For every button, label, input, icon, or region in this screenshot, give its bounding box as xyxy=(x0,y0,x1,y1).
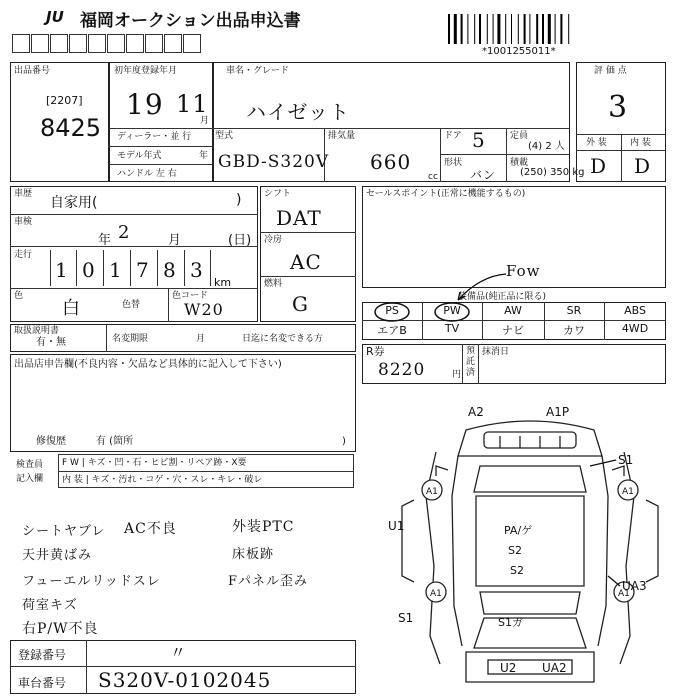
displacement-label: 排気量 xyxy=(328,131,356,141)
header-logo: JU xyxy=(46,8,64,26)
barcode-bar xyxy=(505,14,506,44)
ac-label: 冷房 xyxy=(264,235,283,245)
form-title: 福岡オークション出品申込書 xyxy=(80,11,301,31)
barcode-bar xyxy=(529,14,530,44)
note-seat: シートヤブレ xyxy=(22,524,106,539)
inspection-year-unit: 年 xyxy=(98,233,112,248)
damage-mark: S1 xyxy=(618,453,634,467)
barcode-bar xyxy=(560,14,562,44)
first-reg-month-unit: 月 xyxy=(200,116,210,126)
name-change-month: 月 xyxy=(196,334,206,344)
expiry-label: 抹消日 xyxy=(482,347,510,357)
recycle-label: R券 xyxy=(366,345,385,358)
note-ceiling: 天井黄ばみ xyxy=(22,548,93,563)
damage-mark: UA3 xyxy=(622,579,647,593)
interior-grade: D xyxy=(634,154,652,178)
note-fuel-lid: フューエルリッドスレ xyxy=(22,574,161,589)
fuel-value: G xyxy=(292,292,309,316)
barcode-bar xyxy=(511,14,512,44)
equipment-sr: SR xyxy=(566,304,582,317)
door-label: ドア xyxy=(444,131,462,141)
mileage-digit: 0 xyxy=(82,258,96,282)
model-type: GBD-S320V xyxy=(218,152,330,172)
first-reg-label: 初年度登録年月 xyxy=(114,66,178,76)
note-panel: Fパネル歪み xyxy=(228,574,309,589)
damage-mark: A1P xyxy=(546,405,570,419)
repair-history-close: ) xyxy=(342,436,346,447)
ps-circle xyxy=(375,303,409,321)
model-year-unit: 年 xyxy=(199,151,209,161)
usage-value: 自家用( xyxy=(50,195,98,211)
model-type-label: 型式 xyxy=(215,131,234,141)
sales-point-arrow xyxy=(440,266,510,306)
manual-options: 有・無 xyxy=(36,337,66,348)
damage-mark: PA/ゲ xyxy=(504,524,533,537)
mileage-digit: 8 xyxy=(163,258,177,282)
usage-label: 車歴 xyxy=(14,189,33,199)
rating-score: 3 xyxy=(608,90,629,125)
equipment-tv: TV xyxy=(444,322,460,335)
model-year-label: モデル年式 xyxy=(117,151,162,161)
capacity-label: 定員 xyxy=(510,131,529,141)
repair-history-label: 修復歴 xyxy=(36,436,66,447)
barcode-bar xyxy=(536,14,538,44)
inspector-row-exterior: F W | キズ・凹・石・ヒビ割・リペア跡・X要 xyxy=(62,458,247,468)
registration-value: 〃 xyxy=(170,643,188,662)
mileage-unit: km xyxy=(214,276,232,289)
usage-close: ) xyxy=(236,192,242,208)
equipment-4wd: 4WD xyxy=(621,322,649,335)
mileage-digit: 1 xyxy=(55,258,69,282)
equipment-navi: ナビ xyxy=(502,324,524,337)
equipment-ps: PS xyxy=(385,304,399,317)
damage-mark: UA2 xyxy=(542,661,567,675)
interior-label: 内 装 xyxy=(630,138,651,148)
barcode-bar xyxy=(487,14,488,44)
barcode-bar xyxy=(493,14,494,44)
damage-diagram xyxy=(380,396,670,700)
barcode-bar xyxy=(524,14,526,44)
shift-label: シフト xyxy=(264,189,292,199)
doors: 5 xyxy=(472,128,486,152)
rating-label: 評 価 点 xyxy=(594,66,627,76)
damage-mark: S2 xyxy=(510,564,524,577)
mileage-digit: 1 xyxy=(109,258,123,282)
barcode-bar xyxy=(474,14,475,44)
inspection-day-unit: (日) xyxy=(228,233,252,248)
barcode-bar xyxy=(461,14,463,44)
inspector-label-2: 記入欄 xyxy=(16,474,44,484)
damage-mark: A1 xyxy=(426,487,438,497)
vehicle-name: ハイゼット xyxy=(246,100,350,124)
registration-label: 登録番号 xyxy=(18,648,67,662)
barcode-bar xyxy=(454,14,457,44)
barcode-bar xyxy=(555,14,556,44)
vehicle-name-label: 車名・グレード xyxy=(226,66,290,76)
shape-label: 形状 xyxy=(444,158,463,168)
barcode-bar xyxy=(448,14,450,44)
color-code-label: 色コード xyxy=(172,291,209,301)
repair-history-options: 有 (箇所 xyxy=(96,436,134,447)
mileage-label: 走行 xyxy=(14,250,33,260)
name-change-label: 名変期限 xyxy=(112,334,149,344)
recycle-yen: 円 xyxy=(452,370,462,380)
damage-mark: S1ガ xyxy=(498,616,523,629)
damage-mark: A1 xyxy=(622,487,634,497)
damage-mark: S2 xyxy=(508,544,522,557)
load-label: 積載 xyxy=(510,158,529,168)
lot-code: [2207] xyxy=(46,94,83,107)
equipment-leather: カワ xyxy=(563,324,585,337)
manual-label: 取扱説明書 xyxy=(14,326,60,336)
sales-points-note: Fow xyxy=(506,262,541,280)
lot-number: 8425 xyxy=(40,114,102,142)
shift-value: DAT xyxy=(276,206,322,230)
barcode-bar xyxy=(518,14,519,44)
exterior-grade: D xyxy=(590,154,608,178)
mileage-digit: 3 xyxy=(190,258,204,282)
first-reg-year: 19 xyxy=(126,88,164,121)
inspection-month-unit: 月 xyxy=(168,233,182,248)
barcode-bar xyxy=(568,14,569,44)
handle-label: ハンドル 左 右 xyxy=(117,169,177,179)
equipment-airbag: エアB xyxy=(377,324,407,337)
damage-mark: U2 xyxy=(500,661,517,675)
inspection-label: 車検 xyxy=(14,217,33,227)
inspector-row-interior: 内 装 | キズ・汚れ・コゲ・穴・スレ・キレ・破レ xyxy=(62,475,263,485)
damage-mark: U1 xyxy=(388,519,405,533)
note-pw: 右P/W不良 xyxy=(22,621,99,637)
barcode-bar xyxy=(467,14,468,44)
damage-mark: A2 xyxy=(468,405,484,419)
exterior-label: 外 装 xyxy=(586,138,607,148)
lot-number-label: 出品番号 xyxy=(14,66,51,76)
shape: バン xyxy=(470,168,497,182)
color-label: 色 xyxy=(14,291,24,301)
barcode-bar xyxy=(497,14,500,44)
chassis-label: 車台番号 xyxy=(18,676,67,690)
mileage-digits xyxy=(50,250,210,286)
dealer-report-label: 出品店申告欄(不良内容・欠品など具体的に記入して下さい) xyxy=(14,359,282,370)
name-change-text: 日迄に名変できる方 xyxy=(242,334,324,344)
note-cargo: 荷室キズ xyxy=(22,598,78,613)
recycle-deposit: 預託済 xyxy=(466,346,476,378)
recycle-amount: 8220 xyxy=(378,360,426,380)
displacement: 660 xyxy=(370,150,412,174)
damage-mark: A1 xyxy=(430,589,442,599)
capacity: (4) 2 人 xyxy=(528,141,565,152)
dealer-label: ディーラー・並 行 xyxy=(117,132,192,142)
mileage-digit: 7 xyxy=(136,258,150,282)
damage-mark: A1 xyxy=(618,589,630,599)
note-floor: 床板跡 xyxy=(232,547,275,562)
displacement-unit: cc xyxy=(428,172,438,182)
color-value: 白 xyxy=(62,298,81,319)
ac-value: AC xyxy=(290,250,322,274)
barcode-bar xyxy=(542,14,544,44)
barcode-text: *1001255011* xyxy=(482,46,556,57)
fuel-label: 燃料 xyxy=(264,279,283,289)
note-exterior: 外装PTC xyxy=(232,519,295,535)
equipment-pw: PW xyxy=(443,304,461,317)
barcode-bar xyxy=(479,14,481,44)
equipment-aw: AW xyxy=(504,304,522,317)
damage-mark: S1 xyxy=(398,611,414,625)
first-reg-month: 11 xyxy=(176,90,209,118)
inspector-label-1: 検査員 xyxy=(16,460,44,470)
color-code: W20 xyxy=(184,300,224,319)
equipment-label: 装備品(純正品に限る) xyxy=(458,292,547,302)
barcode-bar xyxy=(548,14,551,44)
equipment-abs: ABS xyxy=(624,304,646,317)
header-checkboxes xyxy=(12,34,202,60)
color-change-label: 色替 xyxy=(122,300,141,310)
load: (250) 350 kg xyxy=(520,167,585,178)
note-ac: AC不良 xyxy=(124,521,177,537)
sales-points-label: セールスポイント(正常に機能するもの) xyxy=(366,189,526,199)
inspection-month: 2 xyxy=(118,222,131,243)
barcode xyxy=(446,14,592,50)
chassis-value: S320V-0102045 xyxy=(98,668,272,692)
